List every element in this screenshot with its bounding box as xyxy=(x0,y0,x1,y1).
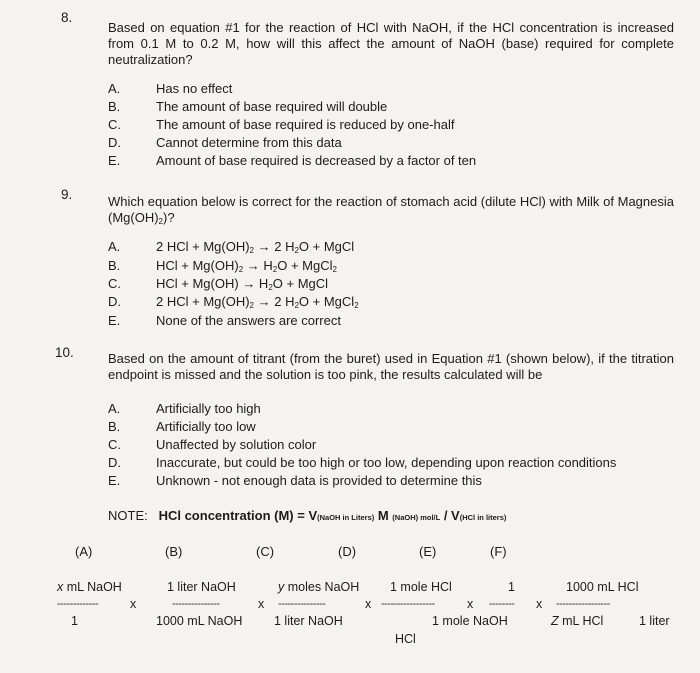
column-label-d: (D) xyxy=(338,544,357,559)
question-8-number: 8. xyxy=(61,10,73,25)
q9-option-d-letter: D. xyxy=(108,294,121,309)
numerator-a: x mL NaOH xyxy=(57,580,122,594)
fraction-bar-b: --------------- xyxy=(172,598,220,610)
q9-option-a-text: 2 HCl + $Mg(OH)_2 \to 2$ $H_2O$ + MgCl xyxy=(156,239,355,255)
q9-option-b-letter: B. xyxy=(108,258,121,273)
fraction-bar-c: --------------- xyxy=(278,598,326,610)
q10-option-a-text: Artificially too high xyxy=(156,401,261,416)
question-9-number: 9. xyxy=(61,187,73,202)
q8-option-a-letter: A. xyxy=(108,81,121,96)
denominator-c: 1 liter NaOH xyxy=(274,614,343,628)
denominator-b: 1000 mL NaOH xyxy=(156,614,243,628)
denominator-f: 1 liter xyxy=(639,614,670,628)
q8-option-d-text: Cannot determine from this data xyxy=(156,135,342,150)
fraction-bar-e: -------- xyxy=(489,598,515,610)
denominator-e: Z mL HCl xyxy=(551,614,604,628)
q10-option-d-letter: D. xyxy=(108,455,121,470)
note-formula: NOTE: HCl concentration (M) = V(NaOH in Liters) M (NaOH) mol/L / V(HCl in liters) xyxy=(108,508,507,523)
q8-option-c-text: The amount of base required is reduced by one-half xyxy=(156,117,455,132)
question-10-number: 10. xyxy=(55,345,74,360)
q9-option-c-text: HCl + $Mg(OH) \to H_2O$ + MgCl xyxy=(156,276,329,292)
numerator-b: 1 liter NaOH xyxy=(167,580,236,594)
q10-option-b-letter: B. xyxy=(108,419,121,434)
fraction-bar-f: ----------------- xyxy=(556,598,610,610)
column-label-e: (E) xyxy=(419,544,437,559)
q9-option-d-text: 2 HCl + $Mg(OH)_2 \to 2$ $H_2O$ + MgCl$_2$ xyxy=(156,294,359,310)
column-label-c: (C) xyxy=(256,544,275,559)
q9-option-e-letter: E. xyxy=(108,313,121,328)
q8-option-e-letter: E. xyxy=(108,153,121,168)
q10-option-c-text: Unaffected by solution color xyxy=(156,437,317,452)
fraction-bar-a: ------------- xyxy=(57,598,99,610)
question-10-stem: Based on the amount of titrant (from the buret) used in Equation #1 (shown below), if the titration endpoint is missed and the solution is too pink, the results calculated will be xyxy=(108,351,674,382)
q8-option-c-letter: C. xyxy=(108,117,121,132)
q10-option-e-letter: E. xyxy=(108,473,121,488)
denominator-a: 1 xyxy=(71,614,78,628)
numerator-d: 1 mole HCl xyxy=(390,580,452,594)
question-9-stem: Which equation below is correct for the reaction of stomach acid (dilute HCl) with Milk of Magnesia $(Mg(OH)_2)$? xyxy=(108,194,674,226)
q10-option-e-text: Unknown - not enough data is provided to determine this xyxy=(156,473,482,488)
times-sign: x xyxy=(536,597,543,611)
q9-option-c-letter: C. xyxy=(108,276,121,291)
q10-option-d-text: Inaccurate, but could be too high or too low, depending upon reaction conditions xyxy=(156,455,617,470)
q10-option-c-letter: C. xyxy=(108,437,121,452)
q8-option-b-text: The amount of base required will double xyxy=(156,99,388,114)
question-8-stem: Based on equation #1 for the reaction of HCl with NaOH, if the HCl concentration is increased from 0.1 M to 0.2 M, how will this affect the amount of NaOH (base) required for complete neutralization? xyxy=(108,20,674,67)
denominator-d: 1 mole NaOH xyxy=(432,614,508,628)
denominator-c-extra: HCl xyxy=(395,632,416,646)
q8-option-b-letter: B. xyxy=(108,99,121,114)
numerator-c: y moles NaOH xyxy=(278,580,360,594)
q10-option-a-letter: A. xyxy=(108,401,121,416)
times-sign: x xyxy=(365,597,372,611)
q9-option-b-text: HCl + $Mg(OH)_2 \to H_2O$ + MgCl$_2$ xyxy=(156,258,337,274)
q8-option-e-text: Amount of base required is decreased by a factor of ten xyxy=(156,153,477,168)
column-label-b: (B) xyxy=(165,544,183,559)
column-label-f: (F) xyxy=(490,544,507,559)
fraction-bar-d: ----------------- xyxy=(381,598,435,610)
q10-option-b-text: Artificially too low xyxy=(156,419,256,434)
times-sign: x xyxy=(467,597,474,611)
times-sign: x xyxy=(258,597,265,611)
q8-option-d-letter: D. xyxy=(108,135,121,150)
times-sign: x xyxy=(130,597,137,611)
q9-option-e-text: None of the answers are correct xyxy=(156,313,341,328)
numerator-e: 1 xyxy=(508,580,515,594)
q8-option-a-text: Has no effect xyxy=(156,81,233,96)
numerator-f: 1000 mL HCl xyxy=(566,580,639,594)
q9-option-a-letter: A. xyxy=(108,239,121,254)
column-label-a: (A) xyxy=(75,544,93,559)
